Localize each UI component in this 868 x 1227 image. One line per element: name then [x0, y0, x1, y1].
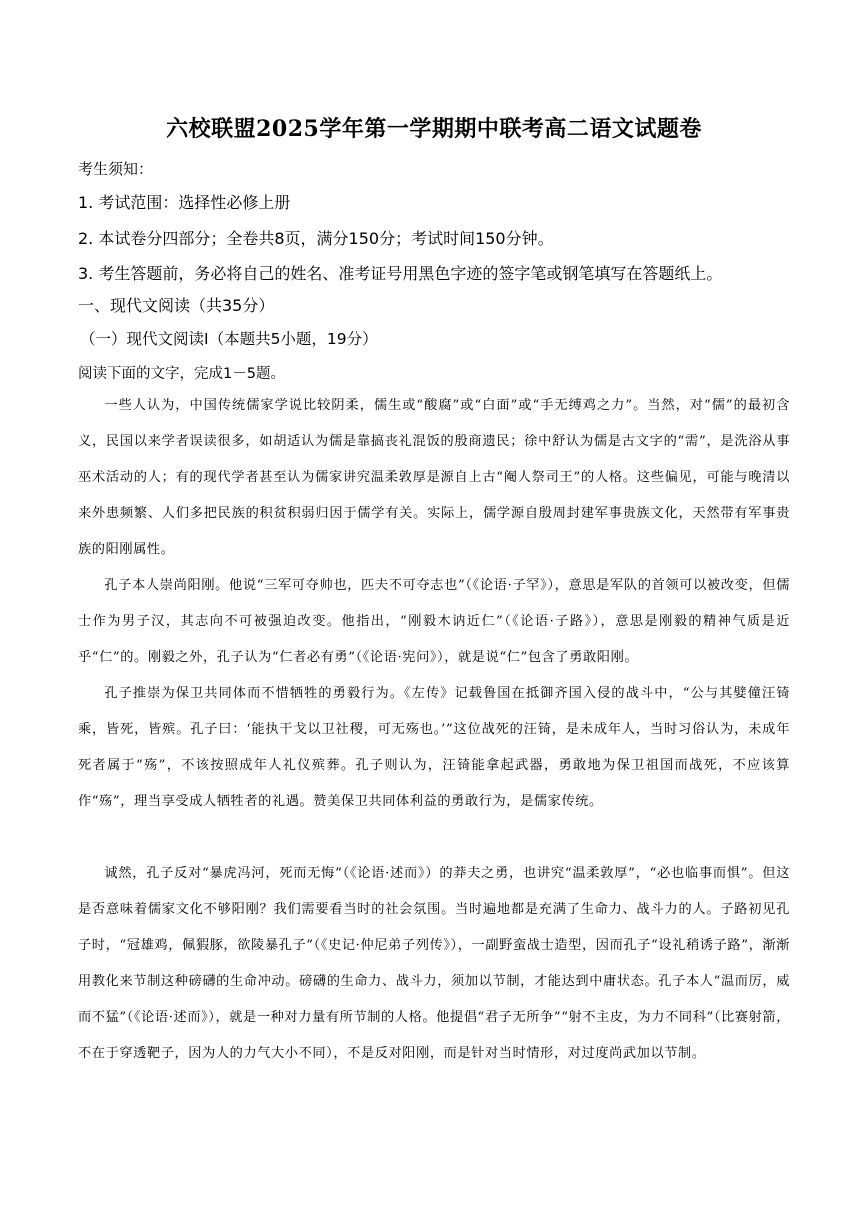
- reading-instruction: 阅读下面的文字，完成1－5题。: [78, 366, 285, 382]
- paragraph-text: 诚然，孔子反对“暴虎冯河，死而无悔”（《论语·述而》）的莽夫之勇，也讲究“温柔敦厚”，“必也临事而惧”。但这是否意味着儒家文化不够阳刚？我们需要看当时的社会氛围。当时遍地都是充满了生命力、战斗力的人。子路初见孔子时，“冠雄鸡，佩猳豚，欲陵暴孔子”（《史记·仲尼弟子列传》），一副野蛮战士造型，因而孔子“设礼稍诱子路”，渐渐用教化来节制这种磅礴的生命冲动。磅礴的生命力、战斗力，须加以节制，才能达到中庸状态。孔子本人“温而厉，威而不猛”（《论语·述而》），就是一种对力量有所节制的人格。他提倡“君子无所争”“射不主皮，为力不同科”（比赛射箭，不在于穿透靶子，因为人的力气大小不同），不是反对阳刚，而是针对当时情形，对过度尚武加以节制。: [78, 866, 790, 1062]
- passage-paragraph-2: [78, 568, 790, 676]
- passage-paragraph-4: [78, 856, 790, 1073]
- paragraph-text: 一些人认为，中国传统儒家学说比较阴柔，儒生或“酸腐”或“白面”或“手无缚鸡之力”。当然，对“儒”的最初含义，民国以来学者误读很多，如胡适认为儒是靠搞丧礼混饭的殷商遗民；徐中舒认为儒是古文字的“需”，是洗浴从事巫术活动的人；有的现代学者甚至认为儒家讲究温柔敦厚是源自上古“阉人祭司王”的人格。这些偏见，可能与晚清以来外患频繁、人们多把民族的积贫积弱归因于儒学有关。实际上，儒学源自殷周封建军事贵族文化，天然带有军事贵族的阳刚属性。: [78, 398, 790, 558]
- paragraph-text: 孔子推崇为保卫共同体而不惜牺牲的勇毅行为。《左传》记载鲁国在抵御齐国入侵的战斗中，“公与其嬖僮汪锜乘，皆死，皆殡。孔子曰：‘能执干戈以卫社稷，可无殇也。’”这位战死的汪锜，是未成年人，当时习俗认为，未成年死者属于“殇”，不该按照成年人礼仪殡葬。孔子则认为，汪锜能拿起武器，勇敢地为保卫祖国而战死，不应该算作“殇”，理当享受成人牺牲者的礼遇。赞美保卫共同体利益的勇敢行为，是儒家传统。: [78, 686, 790, 810]
- notice-item-2: 2. 本试卷分四部分；全卷共8页，满分150分；考试时间150分钟。: [78, 229, 554, 248]
- exam-title: 六校联盟2025学年第一学期期中联考高二语文试题卷: [166, 116, 702, 142]
- passage-paragraph-1: [78, 388, 790, 568]
- notice-heading: 考生须知：: [78, 160, 154, 178]
- paragraph-text: 孔子本人崇尚阳刚。他说“三军可夺帅也，匹夫不可夺志也”（《论语·子罕》），意思是军队的首领可以被改变，但儒士作为男子汉，其志向不可被强迫改变。他指出，“刚毅木讷近仁”（《论语·子路》），意思是刚毅的精神气质是近乎“仁”的。刚毅之外，孔子认为“仁者必有勇”（《论语·宪问》），就是说“仁”包含了勇敢阳刚。: [78, 578, 790, 666]
- notice-item-3: 3. 考生答题前，务必将自己的姓名、准考证号用黑色字迹的签字笔或钢笔填写在答题纸上。: [78, 264, 723, 283]
- notice-item-1: 1. 考试范围：选择性必修上册: [78, 193, 291, 212]
- passage-paragraph-3: [78, 676, 790, 820]
- section-heading: 一、现代文阅读（共35分）: [78, 296, 275, 315]
- subsection-heading: （一）现代文阅读I（本题共5小题，19分）: [80, 330, 378, 348]
